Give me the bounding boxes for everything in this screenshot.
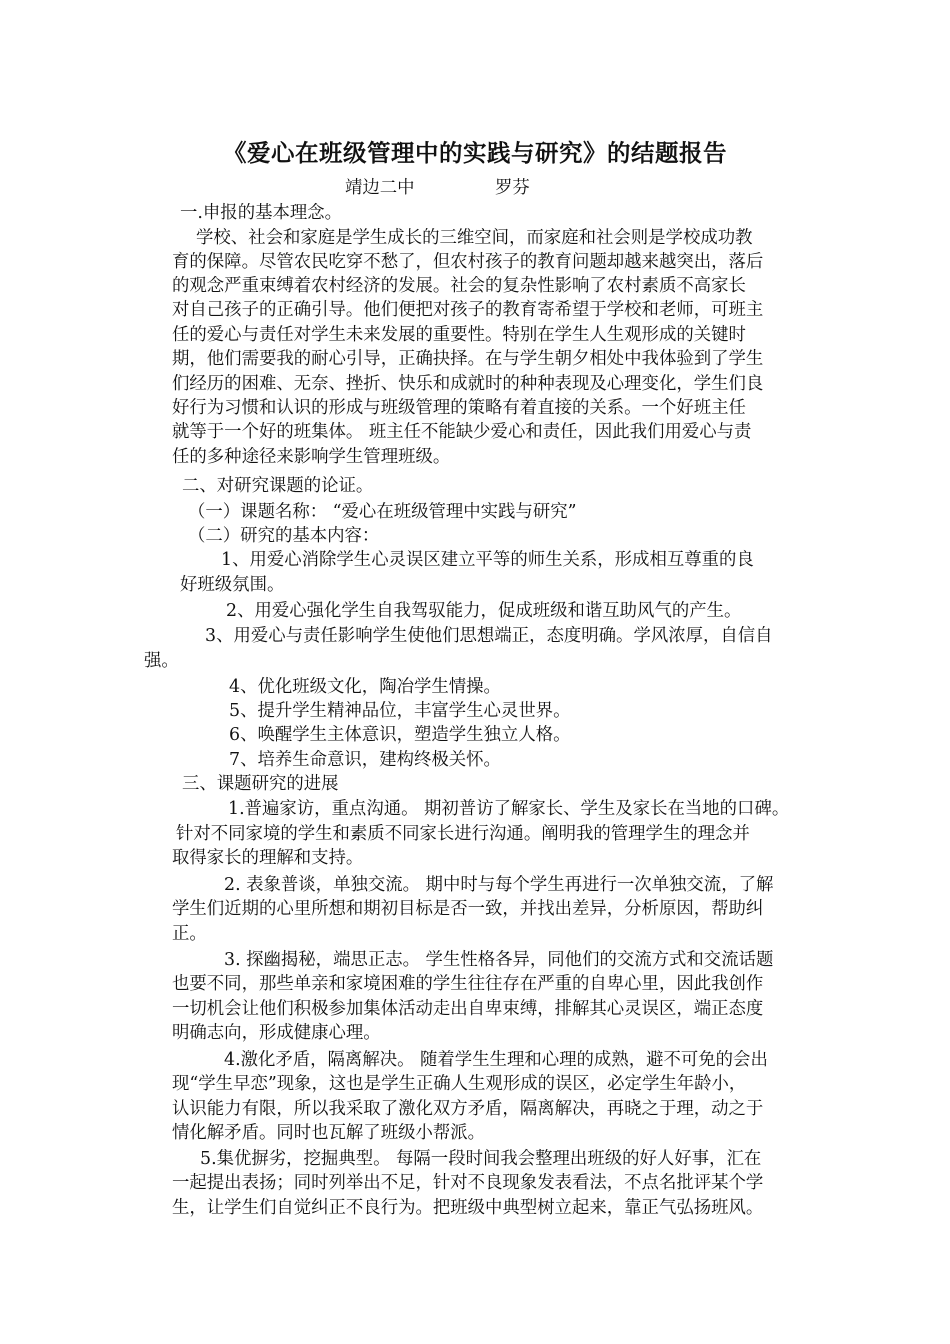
list-item-continuation: 好班级氛围。 — [180, 575, 285, 595]
paragraph-line: 育的保障。尽管农民吃穿不愁了，但农村孩子的教育问题却越来越突出，落后 — [172, 252, 764, 272]
paragraph-line: 也要不同，那些单亲和家境困难的学生往往存在严重的自卑心里，因此我创作 — [172, 974, 764, 994]
author-name: 罗芬 — [495, 178, 530, 198]
paragraph-line: 学生们近期的心里所想和期初目标是否一致，并找出差异，分析原因，帮助纠 — [172, 899, 764, 919]
section-heading-3: 三、课题研究的进展 — [182, 774, 339, 794]
paragraph-line: 好行为习惯和认识的形成与班级管理的策略有着直接的关系。一个好班主任 — [172, 398, 746, 418]
list-item: 4、优化班级文化，陶冶学生情操。 — [229, 677, 501, 697]
paragraph-line: 期，他们需要我的耐心引导，正确抉择。在与学生朝夕相处中我体验到了学生 — [172, 349, 764, 369]
paragraph-line: 3. 探幽揭秘，端思正志。 学生性格各异，同他们的交流方式和交流话题 — [224, 950, 774, 970]
list-item: 5、提升学生精神品位，丰富学生心灵世界。 — [229, 701, 571, 721]
paragraph-line: 认识能力有限，所以我采取了激化双方矛盾，隔离解决，再晓之于理，动之于 — [172, 1099, 764, 1119]
list-item: 3、用爱心与责任影响学生使他们思想端正，态度明确。学风浓厚，自信自 — [205, 626, 773, 646]
document-title: 《爱心在班级管理中的实践与研究》的结题报告 — [223, 139, 727, 167]
paragraph-line: 对自己孩子的正确引导。他们便把对孩子的教育寄希望于学校和老师，可班主 — [172, 300, 764, 320]
paragraph-line: 们经历的困难、无奈、挫折、快乐和成就时的种种表现及心理变化，学生们良 — [172, 374, 764, 394]
section-heading-1: 一.申报的基本理念。 — [180, 203, 343, 223]
paragraph-line: 4.激化矛盾，隔离解决。 随着学生生理和心理的成熟，避不可免的会出 — [224, 1050, 768, 1070]
list-item: 7、培养生命意识，建构终极关怀。 — [229, 750, 501, 770]
paragraph-line: 5.集优摒劣，挖掘典型。 每隔一段时间我会整理出班级的好人好事，汇在 — [200, 1149, 762, 1169]
subsection-topic-name: （一）课题名称： “爱心在班级管理中实践与研究” — [188, 502, 577, 522]
paragraph-line: 明确志向，形成健康心理。 — [172, 1023, 381, 1043]
paragraph-line: 2. 表象普谈，单独交流。 期中时与每个学生再进行一次单独交流，了解 — [224, 875, 774, 895]
list-item: 2、用爱心强化学生自我驾驭能力，促成班级和谐互助风气的产生。 — [226, 601, 742, 621]
paragraph-line: 任的爱心与责任对学生未来发展的重要性。特别在学生人生观形成的关键时 — [172, 325, 746, 345]
author-school: 靖边二中 — [345, 178, 415, 198]
section-heading-2: 二、对研究课题的论证。 — [182, 476, 374, 496]
paragraph-line: 针对不同家境的学生和素质不同家长进行沟通。阐明我的管理学生的理念并 — [176, 824, 750, 844]
paragraph-line: 就等于一个好的班集体。 班主任不能缺少爱心和责任，因此我们用爱心与责 — [172, 422, 752, 442]
paragraph-line: 1.普遍家访，重点沟通。 期初普访了解家长、学生及家长在当地的口碑。 — [228, 799, 790, 819]
paragraph-line: 学校、社会和家庭是学生成长的三维空间，而家庭和社会则是学校成功教 — [196, 228, 753, 248]
paragraph-line: 生，让学生们自觉纠正不良行为。把班级中典型树立起来，靠正气弘扬班风。 — [172, 1198, 764, 1218]
paragraph-line: 的观念严重束缚着农村经济的发展。社会的复杂性影响了农村素质不高家长 — [172, 276, 746, 296]
list-item: 1、用爱心消除学生心灵误区建立平等的师生关系，形成相互尊重的良 — [221, 550, 754, 570]
paragraph-line: 一切机会让他们积极参加集体活动走出自卑束缚，排解其心灵误区，端正态度 — [172, 999, 764, 1019]
subsection-content: （二）研究的基本内容： — [188, 526, 380, 546]
paragraph-line: 情化解矛盾。同时也瓦解了班级小帮派。 — [172, 1123, 486, 1143]
paragraph-line: 任的多种途径来影响学生管理班级。 — [172, 447, 451, 467]
paragraph-line: 正。 — [172, 924, 207, 944]
paragraph-line: 一起提出表扬；同时列举出不足，针对不良现象发表看法，不点名批评某个学 — [172, 1173, 764, 1193]
list-item: 6、唤醒学生主体意识，塑造学生独立人格。 — [229, 725, 571, 745]
list-item-continuation: 强。 — [144, 651, 179, 671]
paragraph-line: 取得家长的理解和支持。 — [172, 848, 364, 868]
paragraph-line: 现“学生早恋”现象，这也是学生正确人生观形成的误区，必定学生年龄小， — [172, 1074, 747, 1094]
